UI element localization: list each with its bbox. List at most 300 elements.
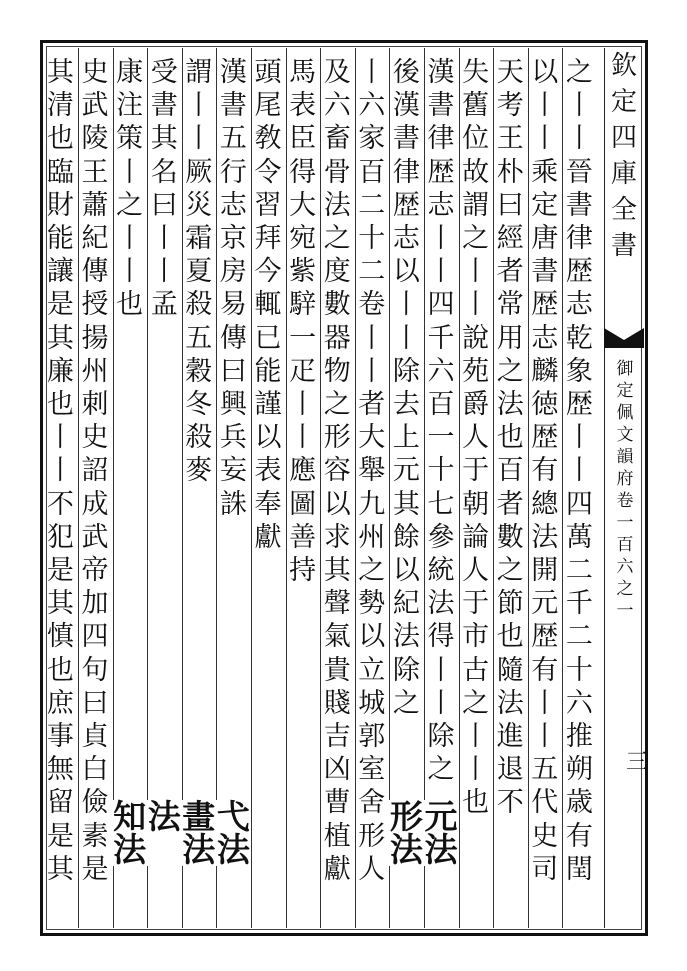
text-char: 數 <box>496 521 524 553</box>
text-char: 丨 <box>427 654 455 686</box>
text-char: 乾 <box>565 322 593 354</box>
text-char: 之 <box>496 355 524 387</box>
text-char: 開 <box>531 555 559 587</box>
text-char: 一 <box>427 422 455 454</box>
text-char: 霜 <box>185 223 213 255</box>
text-column <box>181 56 217 918</box>
text-char: 二 <box>358 189 386 221</box>
text-char: 法 <box>323 189 351 221</box>
text-char: 州 <box>358 521 386 553</box>
text-char: 定 <box>531 189 559 221</box>
text-char: 房 <box>219 256 247 288</box>
text-char: 其 <box>46 57 74 88</box>
text-char: 志 <box>427 189 455 221</box>
text-char: 誅 <box>219 488 247 520</box>
text-char: 聲 <box>323 588 351 620</box>
text-char: 以 <box>323 488 351 520</box>
text-char: 晉 <box>565 156 593 188</box>
headword: 畫 法 <box>182 797 216 870</box>
text-char: 退 <box>496 754 524 786</box>
text-char: 名 <box>150 156 178 188</box>
text-char: 留 <box>46 787 74 819</box>
text-char: 是 <box>46 289 74 321</box>
text-column <box>458 56 494 918</box>
text-char: 圖 <box>289 488 317 520</box>
book-title-char: 定 <box>610 87 637 117</box>
text-char: 之 <box>462 223 490 255</box>
text-char: 其 <box>46 588 74 620</box>
text-char: 獻 <box>254 521 282 553</box>
page-number: 三 <box>626 750 649 775</box>
text-char: 也 <box>46 123 74 155</box>
text-char: 人 <box>462 422 490 454</box>
book-title-char: 四 <box>610 123 637 153</box>
column-rule <box>562 48 563 928</box>
text-char: 歴 <box>565 256 593 288</box>
column-rule <box>216 48 217 928</box>
text-char: 元 <box>531 588 559 620</box>
text-char: 尾 <box>254 90 282 122</box>
chapter-title-char: 卷 <box>616 491 634 511</box>
text-char: 曹 <box>323 787 351 819</box>
text-char: 二 <box>358 256 386 288</box>
chapter-title-char: 韻 <box>616 447 634 467</box>
text-char: 奉 <box>254 488 282 520</box>
text-column <box>561 56 597 918</box>
book-title-char: 庫 <box>610 159 637 189</box>
text-char: 丨 <box>185 90 213 122</box>
text-char: 宛 <box>289 223 317 255</box>
chapter-title-char: 御 <box>616 359 634 379</box>
column-rule <box>251 48 252 928</box>
text-char: 史 <box>81 422 109 454</box>
text-char: 法 <box>531 521 559 553</box>
text-char: 氣 <box>323 621 351 653</box>
text-char: 十 <box>358 223 386 255</box>
text-char: 求 <box>323 521 351 553</box>
text-char: 其 <box>46 853 74 885</box>
text-char: 之 <box>565 57 593 88</box>
chapter-title-char: 一 <box>616 601 634 621</box>
column-rule <box>78 48 79 928</box>
page-margin <box>604 48 644 928</box>
text-char: 律 <box>427 123 455 155</box>
text-char: 之 <box>116 189 144 221</box>
text-char: 朔 <box>565 754 593 786</box>
chapter-title-char: 定 <box>616 381 634 401</box>
inline-entry <box>330 940 331 941</box>
text-column <box>423 56 459 918</box>
text-char: 丨 <box>116 156 144 188</box>
text-char: 閏 <box>565 853 593 885</box>
headword: 法 <box>147 797 181 836</box>
text-char: 康 <box>116 57 144 88</box>
column-rule <box>424 48 425 928</box>
text-char: 故 <box>462 156 490 188</box>
text-char: 志 <box>565 289 593 321</box>
text-char: 丨 <box>462 721 490 753</box>
text-char: 骨 <box>323 156 351 188</box>
text-char: 今 <box>254 256 282 288</box>
text-char: 丨 <box>462 256 490 288</box>
text-char: 書 <box>531 256 559 288</box>
text-char: 其 <box>46 322 74 354</box>
text-char: 加 <box>81 588 109 620</box>
text-char: 獻 <box>323 853 351 885</box>
text-char: 六 <box>427 355 455 387</box>
text-char: 元 <box>392 455 420 487</box>
text-char: 武 <box>81 521 109 553</box>
text-char: 厥 <box>185 156 213 188</box>
text-char: 丨 <box>358 57 386 88</box>
text-char: 蕭 <box>81 189 109 221</box>
text-char: 丨 <box>150 256 178 288</box>
text-char: 勢 <box>358 588 386 620</box>
text-char: 應 <box>289 455 317 487</box>
text-char: 也 <box>462 787 490 819</box>
text-char: 曰 <box>496 189 524 221</box>
text-char: 歳 <box>565 787 593 819</box>
text-char: 丨 <box>531 90 559 122</box>
text-char: 輒 <box>254 289 282 321</box>
book-title <box>604 48 644 264</box>
text-char: 除 <box>392 654 420 686</box>
text-char: 十 <box>565 654 593 686</box>
text-char: 失 <box>462 57 490 88</box>
text-char: 丨 <box>358 355 386 387</box>
text-char: 千 <box>427 322 455 354</box>
chapter-title-char: 之 <box>616 579 634 599</box>
text-char: 器 <box>323 322 351 354</box>
column-rule <box>286 48 287 928</box>
text-char: 行 <box>219 156 247 188</box>
text-char: 紀 <box>81 223 109 255</box>
text-char: 畜 <box>323 123 351 155</box>
column-rule <box>113 48 114 928</box>
text-char: 丨 <box>116 256 144 288</box>
text-char: 成 <box>81 488 109 520</box>
text-char: 法 <box>496 687 524 719</box>
inline-entry <box>60 940 61 941</box>
text-char: 以 <box>531 57 559 88</box>
text-char: 丨 <box>289 422 317 454</box>
text-char: 進 <box>496 721 524 753</box>
text-char: 歴 <box>565 389 593 421</box>
text-char: 物 <box>323 355 351 387</box>
text-char: 丨 <box>289 389 317 421</box>
text-char: 災 <box>185 189 213 221</box>
text-char: 大 <box>358 422 386 454</box>
text-char: 吉 <box>323 721 351 753</box>
book-title-char: 欽 <box>610 51 637 81</box>
text-char: 爵 <box>462 389 490 421</box>
text-char: 臨 <box>46 156 74 188</box>
text-char: 是 <box>81 853 109 885</box>
text-char: 及 <box>323 57 351 88</box>
text-char: 史 <box>531 820 559 852</box>
text-char: 丨 <box>392 289 420 321</box>
text-char: 清 <box>46 90 74 122</box>
text-char: 頭 <box>254 57 282 88</box>
text-char: 說 <box>462 322 490 354</box>
text-char: 得 <box>427 621 455 653</box>
text-char: 律 <box>565 223 593 255</box>
text-char: 志 <box>531 322 559 354</box>
text-char: 舉 <box>358 455 386 487</box>
text-char: 城 <box>358 687 386 719</box>
text-char: 犯 <box>46 521 74 553</box>
text-char: 敎 <box>254 123 282 155</box>
fish-tail-mark-icon <box>604 328 644 348</box>
text-char: 丨 <box>46 422 74 454</box>
text-char: 萬 <box>565 521 593 553</box>
text-char: 歴 <box>531 422 559 454</box>
text-char: 六 <box>323 90 351 122</box>
text-char: 有 <box>565 820 593 852</box>
text-char: 能 <box>46 223 74 255</box>
text-char: 二 <box>565 621 593 653</box>
text-char: 傳 <box>219 322 247 354</box>
text-char: 素 <box>81 820 109 852</box>
text-char: 不 <box>46 488 74 520</box>
text-char: 陵 <box>81 123 109 155</box>
text-char: 有 <box>531 654 559 686</box>
text-char: 隨 <box>496 654 524 686</box>
text-char: 丨 <box>531 687 559 719</box>
text-char: 乘 <box>531 156 559 188</box>
text-char: 以 <box>254 422 282 454</box>
text-char: 麟 <box>531 355 559 387</box>
text-char: 九 <box>358 488 386 520</box>
text-char: 丨 <box>565 422 593 454</box>
text-char: 也 <box>46 654 74 686</box>
text-char: 苑 <box>462 355 490 387</box>
text-char: 代 <box>531 787 559 819</box>
text-char: 已 <box>254 322 282 354</box>
text-char: 徳 <box>531 389 559 421</box>
text-column <box>42 56 78 918</box>
text-char: 律 <box>392 156 420 188</box>
text-char: 紫 <box>289 256 317 288</box>
text-char: 興 <box>219 389 247 421</box>
text-char: 騂 <box>289 289 317 321</box>
text-char: 廉 <box>46 355 74 387</box>
text-char: 孟 <box>150 289 178 321</box>
column-rule <box>389 48 390 928</box>
text-char: 謹 <box>254 389 282 421</box>
text-char: 植 <box>323 820 351 852</box>
text-char: 參 <box>427 521 455 553</box>
chapter-title-char: 一 <box>616 513 634 533</box>
column-rule <box>320 48 321 928</box>
headword: 弋 法 <box>216 797 250 870</box>
text-char: 賤 <box>323 687 351 719</box>
text-char: 殺 <box>185 422 213 454</box>
chapter-title-char: 六 <box>616 557 634 577</box>
text-char: 志 <box>392 223 420 255</box>
text-char: 之 <box>392 687 420 719</box>
text-char: 形 <box>323 422 351 454</box>
text-char: 六 <box>358 90 386 122</box>
text-char: 史 <box>81 57 109 88</box>
text-char: 天 <box>496 57 524 88</box>
text-char: 丨 <box>531 123 559 155</box>
text-char: 有 <box>531 455 559 487</box>
text-char: 歴 <box>531 621 559 653</box>
text-char: 四 <box>565 488 593 520</box>
text-char: 讓 <box>46 256 74 288</box>
chapter-title-char: 佩 <box>616 403 634 423</box>
text-char: 六 <box>565 687 593 719</box>
text-char: 丨 <box>462 289 490 321</box>
text-char: 上 <box>392 422 420 454</box>
text-char: 馬 <box>289 57 317 88</box>
text-column <box>112 56 148 918</box>
text-char: 也 <box>46 389 74 421</box>
text-char: 殺 <box>185 289 213 321</box>
text-char: 注 <box>116 90 144 122</box>
text-char: 法 <box>427 588 455 620</box>
text-char: 策 <box>116 123 144 155</box>
text-char: 王 <box>81 156 109 188</box>
text-char: 京 <box>219 223 247 255</box>
text-char: 丨 <box>358 322 386 354</box>
text-char: 漢 <box>219 57 247 88</box>
text-char: 書 <box>392 123 420 155</box>
text-char: 常 <box>496 289 524 321</box>
text-char: 象 <box>565 355 593 387</box>
text-char: 室 <box>358 754 386 786</box>
text-char: 持 <box>289 555 317 587</box>
text-char: 法 <box>496 389 524 421</box>
text-char: 其 <box>150 123 178 155</box>
text-char: 者 <box>496 256 524 288</box>
text-char: 詔 <box>81 455 109 487</box>
text-char: 之 <box>323 389 351 421</box>
text-char: 除 <box>427 721 455 753</box>
text-column <box>492 56 528 918</box>
text-char: 于 <box>462 588 490 620</box>
text-char: 五 <box>185 322 213 354</box>
text-char: 也 <box>496 621 524 653</box>
text-char: 丨 <box>185 123 213 155</box>
text-char: 善 <box>289 521 317 553</box>
text-char: 帝 <box>81 555 109 587</box>
text-column <box>285 56 321 918</box>
text-char: 州 <box>81 355 109 387</box>
text-char: 丨 <box>565 123 593 155</box>
text-char: 儉 <box>81 787 109 819</box>
text-char: 家 <box>358 123 386 155</box>
text-column <box>388 56 424 918</box>
text-char: 七 <box>427 488 455 520</box>
text-char: 曰 <box>219 355 247 387</box>
text-column <box>146 56 182 918</box>
text-char: 紀 <box>392 588 420 620</box>
book-title-char: 全 <box>610 195 637 225</box>
text-char: 四 <box>81 621 109 653</box>
text-char: 唐 <box>531 223 559 255</box>
text-char: 書 <box>427 90 455 122</box>
text-char: 形 <box>358 820 386 852</box>
text-char: 冬 <box>185 389 213 421</box>
headword: 元 法 <box>424 797 458 870</box>
text-char: 考 <box>496 90 524 122</box>
text-char: 臣 <box>289 123 317 155</box>
column-rule <box>528 48 529 928</box>
text-char: 白 <box>81 754 109 786</box>
text-char: 五 <box>531 754 559 786</box>
text-char: 統 <box>427 555 455 587</box>
text-char: 之 <box>462 687 490 719</box>
text-char: 丨 <box>531 721 559 753</box>
text-char: 志 <box>219 189 247 221</box>
text-char: 受 <box>150 57 178 88</box>
text-char: 疋 <box>289 355 317 387</box>
headword: 知 法 <box>113 797 147 870</box>
text-char: 朴 <box>496 156 524 188</box>
text-char: 漢 <box>427 57 455 88</box>
text-char: 法 <box>392 621 420 653</box>
text-char: 丨 <box>116 223 144 255</box>
text-char: 位 <box>462 123 490 155</box>
book-title-char: 書 <box>610 231 637 261</box>
text-char: 以 <box>392 555 420 587</box>
text-char: 于 <box>462 455 490 487</box>
text-char: 是 <box>46 820 74 852</box>
text-char: 百 <box>496 455 524 487</box>
text-char: 後 <box>392 57 420 88</box>
text-char: 不 <box>496 787 524 819</box>
text-char: 以 <box>358 621 386 653</box>
text-char: 慎 <box>46 621 74 653</box>
text-char: 謂 <box>462 189 490 221</box>
text-char: 歴 <box>427 156 455 188</box>
text-char: 兵 <box>219 422 247 454</box>
text-column <box>77 56 113 918</box>
text-char: 無 <box>46 754 74 786</box>
text-char: 經 <box>496 223 524 255</box>
text-char: 拜 <box>254 223 282 255</box>
text-char: 易 <box>219 289 247 321</box>
chapter-title <box>610 358 640 622</box>
text-char: 人 <box>358 853 386 885</box>
text-column <box>527 56 563 918</box>
text-char: 立 <box>358 654 386 686</box>
text-char: 能 <box>254 355 282 387</box>
text-char: 古 <box>462 654 490 686</box>
chapter-title-char: 府 <box>616 469 634 489</box>
chapter-title-char: 百 <box>616 535 634 555</box>
text-char: 貞 <box>81 721 109 753</box>
text-char: 授 <box>81 289 109 321</box>
text-char: 者 <box>358 389 386 421</box>
text-column <box>354 56 390 918</box>
text-char: 書 <box>219 90 247 122</box>
text-char: 丨 <box>427 256 455 288</box>
text-char: 謂 <box>185 57 213 88</box>
text-char: 刺 <box>81 389 109 421</box>
text-char: 用 <box>496 322 524 354</box>
text-char: 去 <box>392 389 420 421</box>
text-char: 丨 <box>565 455 593 487</box>
text-char: 句 <box>81 654 109 686</box>
text-char: 王 <box>496 123 524 155</box>
text-char: 除 <box>392 355 420 387</box>
text-char: 餘 <box>392 521 420 553</box>
text-char: 妄 <box>219 455 247 487</box>
text-char: 丨 <box>565 90 593 122</box>
